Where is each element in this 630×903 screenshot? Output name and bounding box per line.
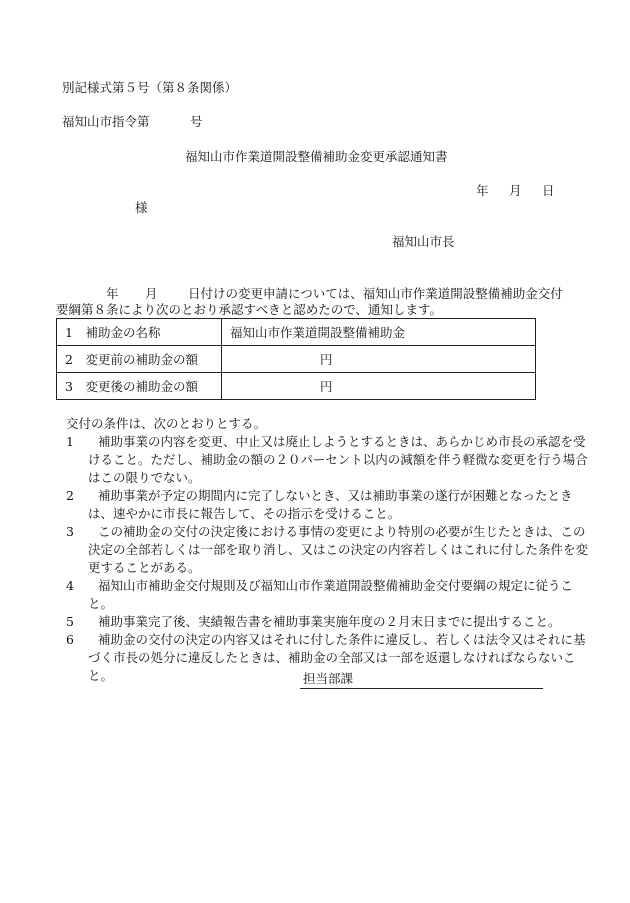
condition-text: 補助事業が予定の期間内に完了しないとき、又は補助事業の遂行が困難となったときは、速やかに市長に報告して、その指示を受けること。 [88,488,573,521]
row-label: 変更前の補助金の額 [85,352,198,367]
department-label: 担当部課 [303,671,354,686]
condition-text: 補助事業の内容を変更、中止又は廃止しようとするときは、あらかじめ市長の承認を受けること。ただし、補助金の額の２０パーセント以内の減額を伴う軽微な変更を行う場合はこの限りでない。 [88,434,588,485]
condition-number: 3 [66,524,74,539]
body-line2: 要綱第８条により次のとおり承認すべきと認めたので、通知します。 [56,302,443,317]
table-row-value [222,346,536,373]
date-day: 日 [542,183,555,198]
body-year: 年 [106,286,119,301]
conditions-intro: 交付の条件は、次のとおりとする。 [66,416,267,431]
issuer-name: 福知山市長 [392,234,455,249]
condition-item [62,487,592,523]
body-month: 月 [145,286,158,301]
condition-number: 5 [66,614,74,629]
table-row-label [57,346,222,373]
row-label: 変更後の補助金の額 [85,379,198,394]
date-month: 月 [509,183,522,198]
table-row [57,319,536,346]
condition-number: 6 [66,632,74,647]
table-row-value [222,319,536,346]
document-number-suffix: 号 [190,114,203,129]
form-label: 別記様式第５号（第８条関係） [62,80,238,95]
amount-after-unit: 円 [320,379,333,394]
condition-number: 1 [66,434,74,449]
items-table [56,318,536,400]
document-title: 福知山市作業道開設整備補助金変更承認通知書 [185,149,448,164]
addressee-suffix: 様 [135,200,148,215]
body-line1: 日付けの変更申請については、福知山市作業道開設整備補助金交付 [188,286,563,301]
condition-item [62,523,592,577]
table-row [57,346,536,373]
condition-text: 補助金の交付の決定の内容又はそれに付した条件に違反し、若しくは法令又はそれに基づく市長の処分に違反したときは、補助金の全部又は一部を返還しなければならないこと。 [88,632,586,683]
table-row [57,373,536,400]
condition-number: 4 [66,578,74,593]
row-number: 2 [65,352,73,367]
department-underline [300,688,543,689]
conditions-section [62,415,592,685]
table-row-label [57,373,222,400]
condition-text: 福知山市補助金交付規則及び福知山市作業道開設整備補助金交付要綱の規定に従うこと。 [88,578,574,611]
row-number: 3 [65,379,73,394]
subsidy-name-value: 福知山市作業道開設整備補助金 [230,325,406,340]
amount-before-unit: 円 [320,352,333,367]
table-row-label [57,319,222,346]
date-year: 年 [476,183,489,198]
condition-item [62,613,592,631]
row-label: 補助金の名称 [85,325,161,340]
condition-text: この補助金の交付の決定後における事情の変更により特別の必要が生じたときは、この決定の全部若しくは一部を取り消し、又はこの決定の内容若しくはこれに付した条件を変更することがある。 [88,524,589,575]
condition-number: 2 [66,488,74,503]
row-number: 1 [65,325,73,340]
condition-item [62,433,592,487]
document-number-prefix: 福知山市指令第 [62,114,150,129]
table-row-value [222,373,536,400]
condition-item [62,577,592,613]
condition-text: 補助事業完了後、実績報告書を補助事業実施年度の２月末日までに提出すること。 [98,614,561,629]
